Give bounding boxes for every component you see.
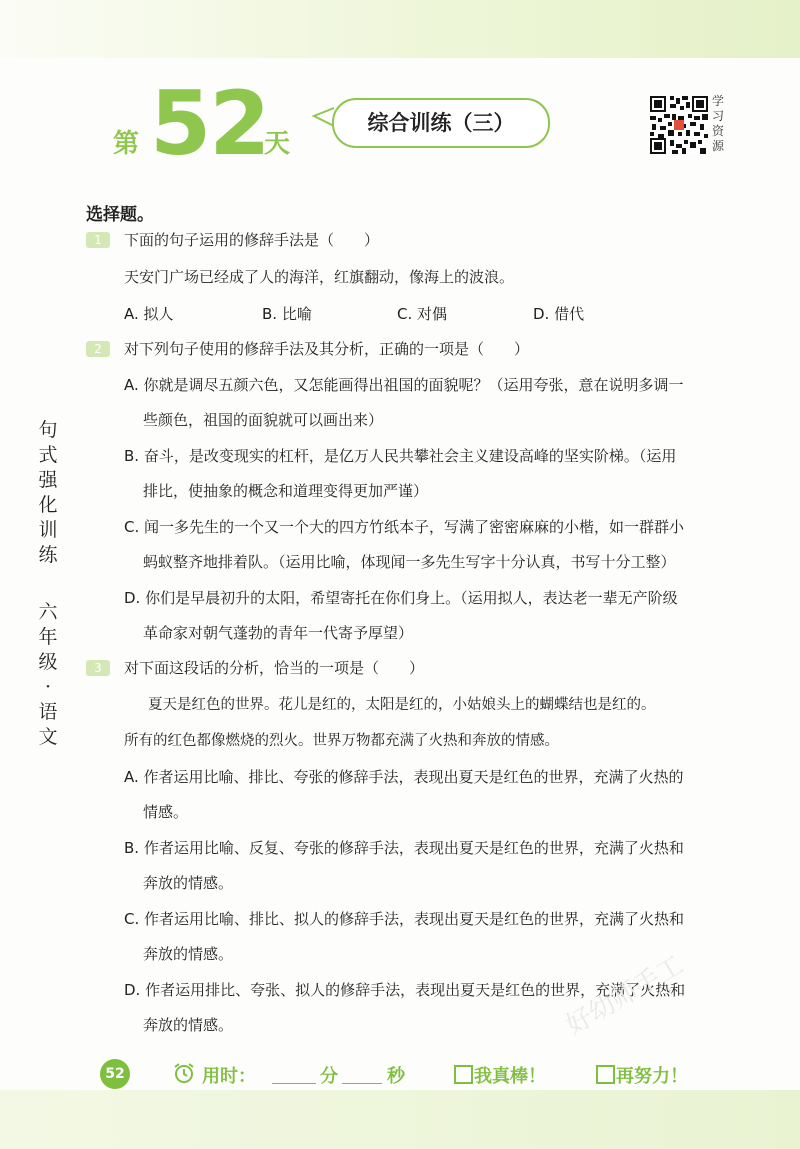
great-label: 我真棒！ bbox=[474, 1066, 546, 1087]
option-a-line[interactable]: 些颜色，祖国的面貌就可以画出来） bbox=[143, 411, 384, 429]
side-char: 级 bbox=[38, 651, 58, 673]
page-number: 52 bbox=[100, 1059, 130, 1089]
question-number-badge: 1 bbox=[86, 232, 110, 248]
watermark: 好幼师手工 bbox=[561, 950, 689, 1042]
option-d-line[interactable]: 革命家对朝气蓬勃的青年一代寄予厚望） bbox=[143, 624, 414, 642]
try-more-label: 再努力！ bbox=[616, 1066, 688, 1087]
option-d-line[interactable]: 奔放的情感。 bbox=[143, 1016, 234, 1034]
option-a[interactable]: A. 拟人 bbox=[124, 305, 174, 323]
side-char: 训 bbox=[38, 519, 58, 541]
qr-caption-char: 资 bbox=[712, 124, 725, 138]
bottom-band bbox=[0, 1090, 800, 1149]
top-band bbox=[0, 0, 800, 58]
option-c[interactable]: C. 对偶 bbox=[397, 305, 448, 323]
side-char: 六 bbox=[38, 601, 58, 623]
side-char: 年 bbox=[38, 626, 58, 648]
side-gap bbox=[36, 568, 60, 600]
qr-caption-char: 习 bbox=[712, 109, 725, 123]
minutes-blank[interactable] bbox=[272, 1083, 316, 1084]
day-number: 52 bbox=[150, 72, 269, 175]
passage-line: 夏天是红色的世界。花儿是红的，太阳是红的，小姑娘头上的蝴蝶结也是红的。 bbox=[148, 697, 656, 713]
alarm-clock-icon bbox=[172, 1061, 196, 1085]
side-char: 句 bbox=[38, 419, 58, 441]
qr-caption bbox=[712, 94, 726, 154]
page-header bbox=[0, 60, 800, 180]
minute-label: 分 bbox=[320, 1066, 338, 1087]
option-b-line[interactable]: B. 奋斗，是改变现实的杠杆，是亿万人民共攀社会主义建设高峰的坚实阶梯。（运用 bbox=[124, 447, 677, 465]
side-char: 强 bbox=[38, 469, 58, 491]
qr-caption-char: 源 bbox=[712, 139, 725, 153]
option-c-line[interactable]: 奔放的情感。 bbox=[143, 945, 234, 963]
question-number-badge: 3 bbox=[86, 660, 110, 676]
great-checkbox[interactable] bbox=[454, 1065, 473, 1084]
option-c-line[interactable]: C. 作者运用比喻、排比、拟人的修辞手法，表现出夏天是红色的世界，充满了火热和 bbox=[124, 910, 685, 928]
day-suffix: 天 bbox=[264, 129, 291, 159]
side-char: · bbox=[44, 676, 52, 698]
question-number-badge: 2 bbox=[86, 341, 110, 357]
side-char: 式 bbox=[38, 444, 58, 466]
question-quote: 天安门广场已经成了人的海洋，红旗翻动，像海上的波浪。 bbox=[124, 268, 515, 286]
option-a-line[interactable]: A. 你就是调尽五颜六色，又怎能画得出祖国的面貌呢？（运用夸张，意在说明多调一 bbox=[124, 376, 684, 394]
qr-caption-char: 学 bbox=[712, 94, 725, 108]
qr-code-icon[interactable] bbox=[650, 96, 708, 154]
side-char: 语 bbox=[38, 701, 58, 723]
section-title: 选择题。 bbox=[86, 205, 154, 225]
option-b-line[interactable]: 排比，使抽象的概念和道理变得更加严谨） bbox=[143, 482, 429, 500]
second-label: 秒 bbox=[387, 1066, 405, 1087]
question-stem: 对下列句子使用的修辞手法及其分析，正确的一项是（ ） bbox=[124, 340, 530, 358]
time-label: 用时： bbox=[202, 1066, 256, 1087]
day-prefix: 第 bbox=[113, 129, 140, 159]
lesson-title: 综合训练（三） bbox=[332, 98, 550, 148]
try-more-checkbox[interactable] bbox=[596, 1065, 615, 1084]
question-stem: 对下面这段话的分析，恰当的一项是（ ） bbox=[124, 659, 425, 677]
side-char: 化 bbox=[38, 494, 58, 516]
question-stem: 下面的句子运用的修辞手法是（ ） bbox=[124, 231, 380, 249]
option-a-line[interactable]: A. 作者运用比喻、排比、夸张的修辞手法，表现出夏天是红色的世界，充满了火热的 bbox=[124, 768, 684, 786]
option-b-line[interactable]: 奔放的情感。 bbox=[143, 874, 234, 892]
side-label bbox=[36, 418, 60, 750]
side-char: 文 bbox=[38, 726, 58, 748]
option-d-line[interactable]: D. 作者运用排比、夸张、拟人的修辞手法，表现出夏天是红色的世界，充满了火热和 bbox=[124, 981, 686, 999]
option-b[interactable]: B. 比喻 bbox=[262, 305, 312, 323]
passage-line: 所有的红色都像燃烧的烈火。世界万物都充满了火热和奔放的情感。 bbox=[124, 733, 559, 749]
option-d[interactable]: D. 借代 bbox=[533, 305, 585, 323]
side-char: 练 bbox=[38, 544, 58, 566]
option-a-line[interactable]: 情感。 bbox=[143, 803, 189, 821]
option-d-line[interactable]: D. 你们是早晨初升的太阳，希望寄托在你们身上。（运用拟人，表达老一辈无产阶级 bbox=[124, 589, 678, 607]
option-b-line[interactable]: B. 作者运用比喻、反复、夸张的修辞手法，表现出夏天是红色的世界，充满了火热和 bbox=[124, 839, 684, 857]
seconds-blank[interactable] bbox=[342, 1083, 382, 1084]
option-c-line[interactable]: 蚂蚁整齐地排着队。（运用比喻，体现闻一多先生写字十分认真，书写十分工整） bbox=[143, 553, 676, 571]
option-c-line[interactable]: C. 闻一多先生的一个又一个大的四方竹纸本子，写满了密密麻麻的小楷，如一群群小 bbox=[124, 518, 685, 536]
